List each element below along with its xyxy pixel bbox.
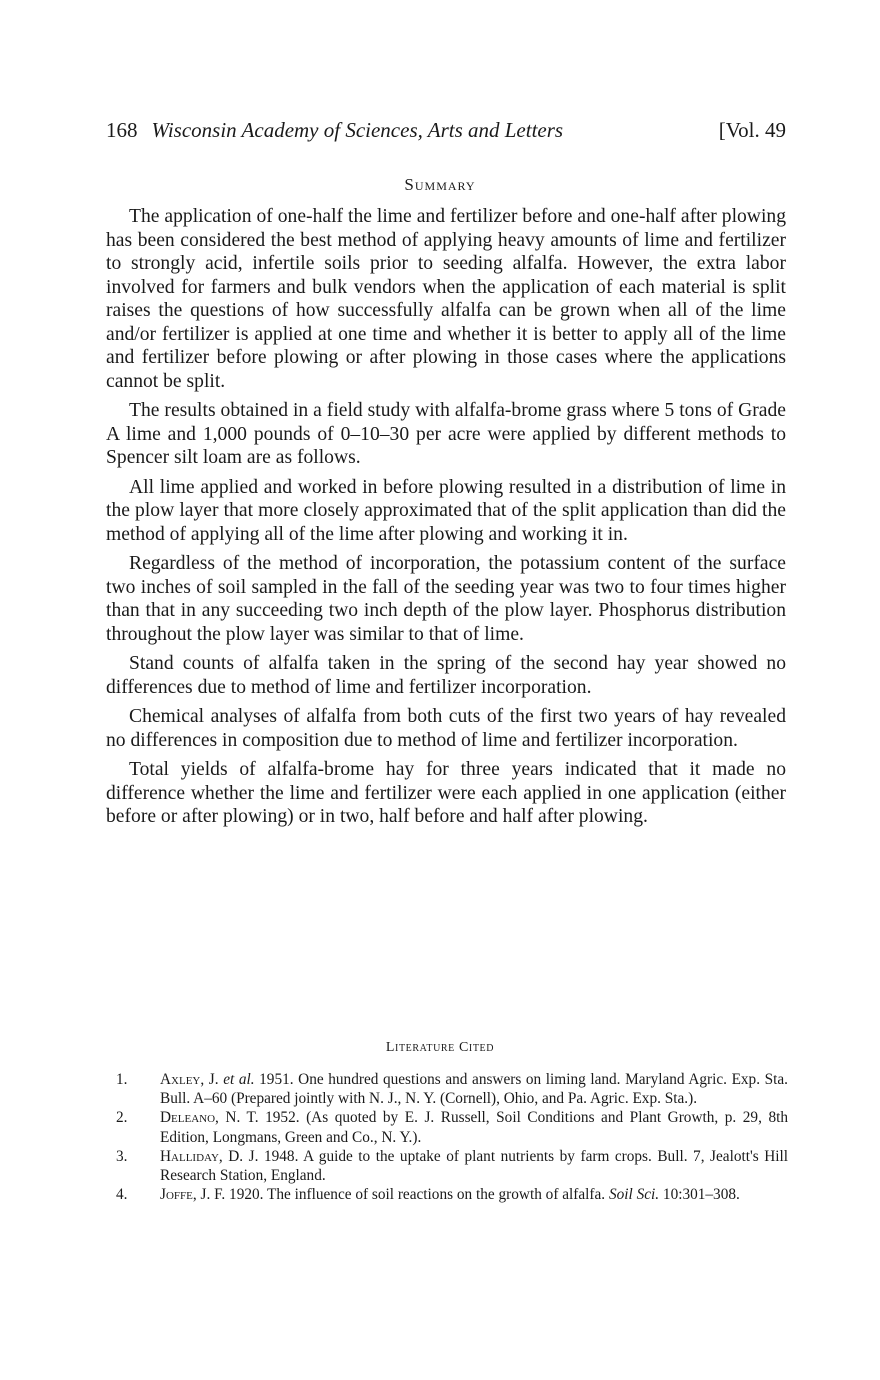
reference-number: 1. [116, 1071, 128, 1088]
reference-text: 1948. A guide to the uptake of plant nutrients by farm crops. Bull. 7, Jealott's Hill Research Station, England. [160, 1147, 788, 1185]
reference-text: 1920. The influence of soil reactions on the growth of alfalfa. [229, 1186, 606, 1204]
reference-number: 3. [116, 1147, 128, 1165]
page-number: 168 [106, 118, 138, 142]
reference-text: 1952. (As quoted by E. J. Russell, Soil Conditions and Plant Growth, p. 29, 8th Edition, Longmans, Green and Co., N. Y.). [160, 1109, 788, 1146]
summary-paragraph: The results obtained in a field study with alfalfa-brome grass where 5 tons of Grade A lime and 1,000 pounds of 0–10–30 per acre were applied by different methods to Spencer silt loam are as follows. [106, 400, 786, 468]
reference-item [116, 1185, 788, 1204]
reference-list [116, 1070, 788, 1204]
summary-paragraph: Stand counts of alfalfa taken in the spring of the second hay year showed no differences due to method of lime and fertilizer incorporation. [106, 653, 786, 698]
reference-number: 4. [116, 1186, 128, 1204]
reference-pages: 10:301–308. [662, 1186, 740, 1204]
summary-heading: Summary [404, 175, 476, 194]
reference-et-al: et al. [223, 1071, 255, 1088]
reference-text: 1951. One hundred questions and answers on liming land. Maryland Agric. Exp. Sta. Bull. A–60 (Prepared jointly with N. J., N. Y. (Cornell), Ohio, and Pa. Agric. Exp. Sta.). [160, 1071, 788, 1108]
reference-item [116, 1108, 788, 1146]
journal-title: Wisconsin Academy of Sciences, Arts and Letters [151, 118, 564, 142]
reference-journal: Soil Sci. [608, 1186, 660, 1204]
literature-cited-heading: Literature Cited [385, 1040, 495, 1055]
reference-author: Halliday, D. J. [160, 1147, 259, 1165]
reference-item [116, 1070, 788, 1108]
summary-body [106, 205, 786, 835]
running-header [106, 118, 786, 143]
summary-paragraph: Regardless of the method of incorporation, the potassium content of the surface two inches of soil sampled in the fall of the seeding year was two to four times higher than that in any succeeding two inch depth of the plow layer. Phosphorus distribution throughout the plow layer was similar to that of lime. [106, 553, 786, 645]
reference-author: Axley, J. [160, 1071, 219, 1088]
reference-author: Deleano, N. T. [160, 1109, 259, 1127]
reference-number: 2. [116, 1109, 128, 1127]
reference-item [116, 1147, 788, 1185]
summary-paragraph: Total yields of alfalfa-brome hay for three years indicated that it made no difference whether the lime and fertilizer were each applied in one application (either before or after plowing) or in two, half before and half after plowing. [106, 759, 786, 827]
summary-paragraph: All lime applied and worked in before plowing resulted in a distribution of lime in the plow layer that more closely approximated that of the split application than did the method of applying all of the lime after plowing and working it in. [106, 476, 786, 545]
summary-paragraph: The application of one-half the lime and fertilizer before and one-half after plowing has been considered the best method of applying heavy amounts of lime and fertilizer to strongly acid, infertile soils prior to seeding alfalfa. However, the extra labor involved for farmers and bulk vendors when the application of each material is split raises the questions of how successfully alfalfa can be grown when all of the lime and/or fertilizer is applied at one time and whether it is better to apply all of the lime and fertilizer before plowing or after plowing in those cases where the applications cannot be split. [106, 206, 786, 392]
summary-paragraph: Chemical analyses of alfalfa from both cuts of the first two years of hay revealed no differences in composition due to method of lime and fertilizer incorporation. [106, 706, 786, 751]
volume-label: [Vol. 49 [718, 118, 786, 142]
reference-author: Joffe, J. F. [160, 1186, 226, 1204]
